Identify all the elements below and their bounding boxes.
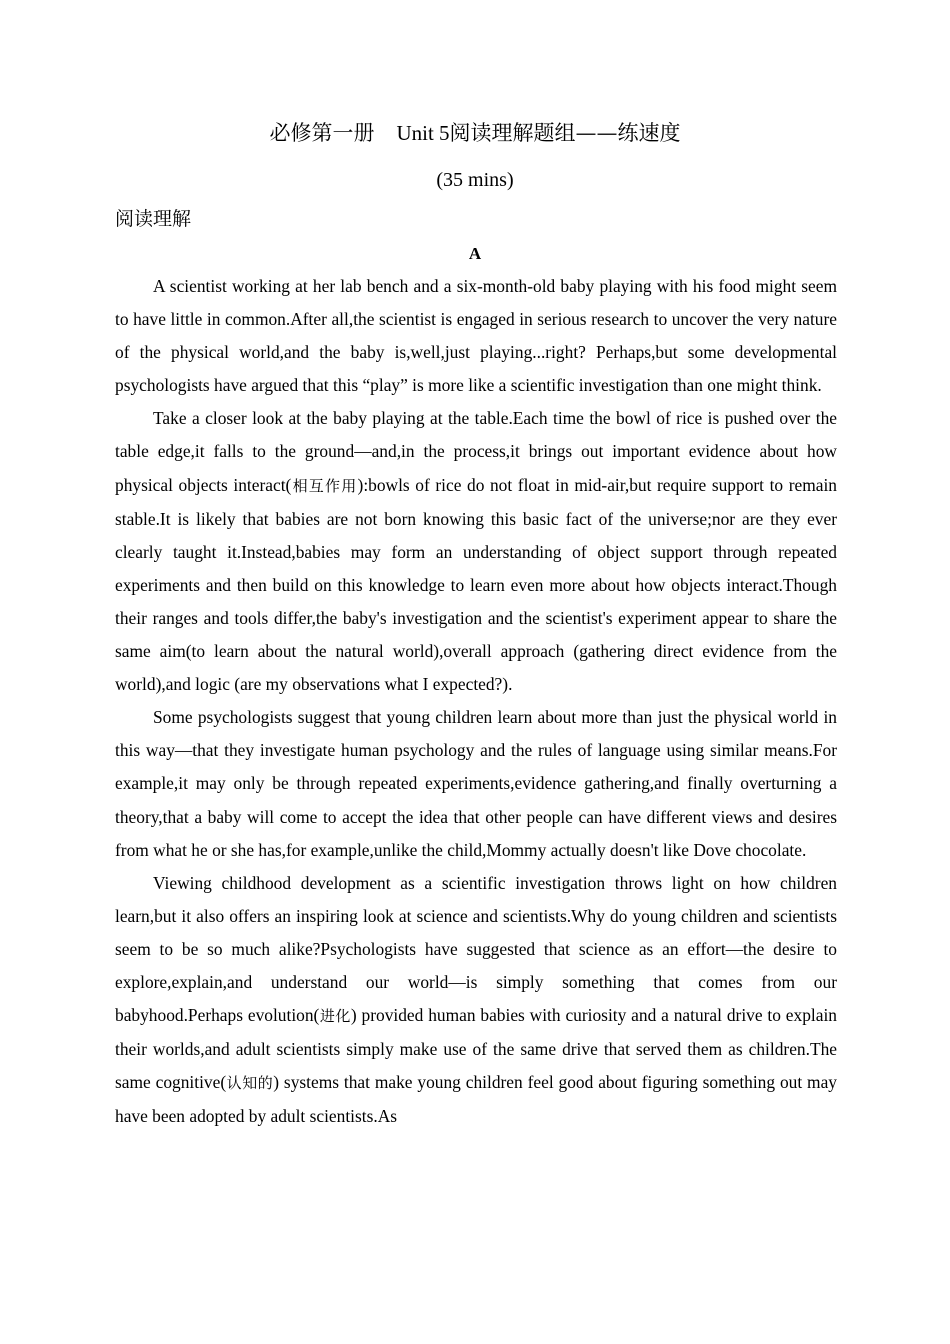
title-unit: Unit 5 [396, 121, 450, 145]
paragraph-2 [115, 402, 837, 701]
gloss-cognitive: 认知的 [226, 1074, 274, 1093]
paragraph-4 [115, 867, 837, 1134]
title-dash: —— [575, 121, 618, 145]
section-label: 阅读理解 [115, 208, 192, 230]
gloss-interact: 相互作用 [291, 476, 358, 495]
paragraph-3: Some psychologists suggest that young children learn about more than just the physical world in this way—that they investigate human psychology and the rules of language using similar means.For example,it may only be through repeated experiments,evidence gathering,and finally overturning a theory,that a baby will come to accept the idea that other people can have different views and desires from what he or she has,for example,unlike the child,Mommy actually doesn't like Dove chocolate. [115, 707, 837, 860]
passage-body [115, 270, 837, 1133]
title-speed: 练速度 [617, 121, 681, 145]
gloss-evolution: 进化 [319, 1007, 351, 1026]
passage-letter: A [468, 244, 482, 263]
time-limit: (35 mins) [436, 169, 514, 191]
paragraph-1: A scientist working at her lab bench and a six-month-old baby playing with his food might seem to have little in common.After all,the scientist is engaged in serious research to uncover the very nature of the physical world,and the baby is,well,just playing...right? Perhaps,but some developmental psychologists have argued that this “play” is more like a scientific investigation than one might think. [115, 276, 837, 396]
paragraph-4-part-a: Viewing childhood development as a scientific investigation throws light on how children learn,but it also offers an inspiring look at science and scientists.Why do young children and scientists seem to be so much alike?Psychologists have suggested that science as an effort—the desire to explore,explain,and understand our world—is simply something that comes from our babyhood.Perhaps evolution( [115, 872, 837, 1026]
paragraph-4-part-c: ) systems that make young children feel good about figuring something out may have been adopted by adult scientists.As [115, 1072, 837, 1127]
paragraph-4-part-b: ) provided human babies with curiosity and a natural drive to explain their worlds,and adult scientists simply make use of the same drive that served them as children.The same cognitive( [115, 1005, 837, 1093]
title-topic: 阅读理解题组 [449, 121, 576, 145]
paragraph-2-part-b: ):bowls of rice do not float in mid-air,but require support to remain stable.It is likely that babies are not born knowing this basic fact of the universe;nor are they ever clearly taught it.Instead,babies may form an understanding of object support through repeated experiments and then build on this knowledge to learn even more about how objects interact.Though their ranges and tools differ,the baby's investigation and the scientist's experiment appear to share the same aim(to learn about the natural world),overall approach (gathering direct evidence from the world),and logic (are my observations what I expected?). [115, 474, 837, 695]
paragraph-2-part-a: Take a closer look at the baby playing at the table.Each time the bowl of rice is pushed over the table edge,it falls to the ground—and,in the process,it brings out important evidence about how physical objects interact( [115, 408, 837, 495]
page-title [0, 117, 950, 149]
title-book: 必修第一册 [269, 121, 375, 145]
